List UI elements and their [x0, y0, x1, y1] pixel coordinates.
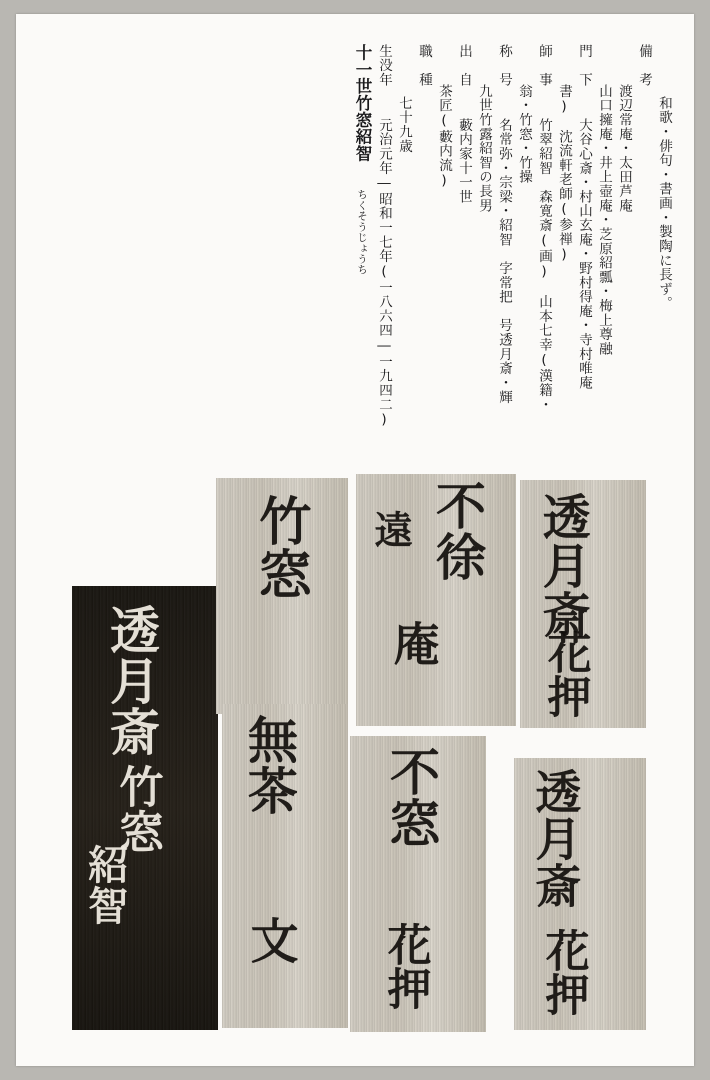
field-students-value3: 渡辺常庵・太田芦庵 [616, 84, 632, 213]
plate-upper-left [216, 478, 348, 714]
plate-lower-left [222, 704, 348, 1028]
entry-text-block [345, 44, 671, 444]
entry-title-column [353, 44, 372, 275]
plate-lower-center-mark-1: 不窓 [382, 746, 441, 848]
field-origin-label: 出 自 [456, 44, 472, 87]
plate-dark-large-mark-3: 紹智 [81, 844, 129, 926]
field-titles-value2-column [517, 44, 531, 404]
field-students-column [577, 44, 591, 414]
plate-lower-right-mark-1: 透月斎 [528, 768, 583, 909]
plate-lower-center [350, 736, 486, 1032]
field-origin-value: 藪内家十一世 [456, 117, 472, 204]
field-birthdeath-label: 生没年 [376, 44, 392, 87]
field-titles-label: 称 号 [496, 44, 512, 87]
field-notes-value-column [657, 44, 671, 424]
field-occupation-value: 茶匠(藪内流) [436, 84, 452, 190]
plate-lower-left-mark-1: 無茶 [240, 714, 299, 816]
field-teachers-label: 師 事 [536, 44, 552, 87]
field-age-column [397, 44, 411, 354]
plate-dark-large [72, 586, 218, 1030]
field-students-value2: 山口擁庵・井上壺庵・芝原紹瓢・梅上尊融 [596, 84, 612, 356]
field-age-value: 七十九歳 [396, 96, 412, 154]
field-birthdeath-column [376, 44, 392, 429]
plate-upper-right-mark-2: 花押 [539, 630, 591, 718]
page-title: 十一世竹窓紹智 [353, 44, 372, 162]
plate-upper-center [356, 474, 516, 726]
field-titles-value: 名常弥・宗梁・紹智 字常把 号透月斎・輝 [496, 117, 512, 404]
document-page [16, 14, 694, 1066]
field-notes-column [637, 44, 651, 424]
field-occupation-value-column [437, 44, 451, 354]
plate-lower-center-mark-2: 花押 [379, 922, 431, 1010]
plate-lower-right [514, 758, 646, 1030]
plate-upper-right-mark-1: 透月斎 [534, 492, 591, 639]
plate-upper-left-mark-1: 竹窓 [249, 494, 311, 601]
field-teachers-value2-column [557, 44, 571, 404]
field-students-value2-column [597, 44, 611, 414]
field-occupation-label: 職 種 [416, 44, 432, 87]
field-students-value3-column [617, 44, 631, 414]
plate-upper-center-mark-1: 不徐 [428, 480, 487, 582]
plate-dark-large-mark-1: 透月斎 [102, 604, 161, 757]
plate-upper-right [520, 480, 646, 728]
field-titles-column [497, 44, 511, 404]
field-students-value: 大谷心斎・村山玄庵・野村得庵・寺村唯庵 [576, 117, 592, 390]
field-teachers-value: 竹翠紹智 森寛斎(画) 山本七幸(漢籍・ [536, 117, 552, 412]
field-origin-value2: 九世竹露紹智の長男 [476, 84, 492, 213]
plate-lower-right-mark-2: 花押 [537, 928, 589, 1016]
field-occupation-column [417, 44, 431, 354]
field-origin-value2-column [477, 44, 491, 374]
field-birthdeath-value: 元治元年―昭和一七年(一八六四―一九四二) [376, 117, 392, 429]
field-origin-column [457, 44, 471, 374]
plate-upper-center-mark-3: 庵 [386, 620, 441, 666]
field-teachers-value2: 書) 沈流軒老師(参禅) [556, 84, 572, 264]
field-teachers-column [536, 44, 552, 412]
plate-dark-large-mark-2: 竹窓 [111, 764, 163, 854]
plate-upper-center-mark-2: 遠 [367, 510, 413, 549]
plate-lower-left-mark-2: 文 [242, 916, 299, 964]
title-reading: ちくそうじょうち [356, 189, 368, 275]
field-students-label: 門 下 [576, 44, 592, 87]
field-titles-value2: 翁・竹窓・竹操 [516, 84, 532, 185]
field-notes-label: 備 考 [636, 44, 652, 87]
field-notes-value: 和歌・俳句・書画・製陶に長ず。 [656, 96, 672, 311]
